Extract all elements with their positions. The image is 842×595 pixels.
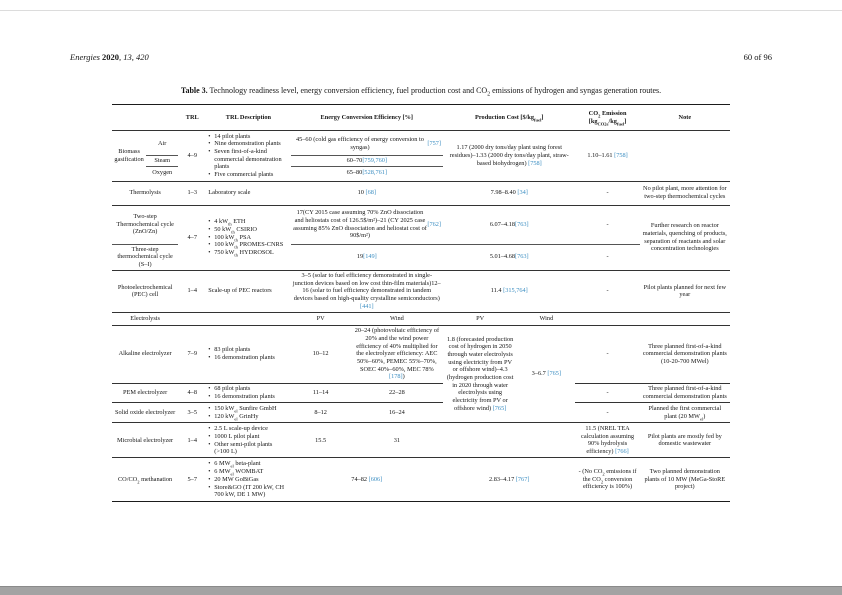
electrolysis-trl-spacer — [178, 312, 206, 325]
electrolyzers-cost-wind: 3–6.7 [765] — [517, 325, 575, 422]
microbial-trl: 1–4 — [178, 423, 206, 458]
two-step-cycle-name: Two-step Thermochemical cycle (ZnO/Zn) — [116, 213, 174, 236]
two-step-co2: - — [606, 220, 609, 228]
efficiency-wind-subheader: Wind — [351, 312, 443, 325]
alkaline-description: • 83 pilot plants • 16 demonstration plants — [206, 325, 290, 383]
solid-oxide-efficiency-pv: 8–12 — [291, 403, 351, 423]
table3 — [112, 104, 730, 502]
table3-wrapper — [112, 104, 730, 502]
methanation-description: • 6 $MW_{el}$ beta-plant • 6 $MW_{el}$ WOMBAT • 20 MW GoBiGas • Store&GO (IT 200 kW, CH 700 kW, DE 1 MW) — [206, 458, 290, 501]
microbial-description: • 2.5 L scale-up device • 1000 L pilot plant • Other semi-pilot plants (>100 L) — [206, 423, 290, 458]
two-step-efficiency: 17(CY 2015 case assuming 70% ZnO dissociation and heliostats cost of 126.5$/m²)–21 (CY 2025 case assuming 85% ZnO dissociation and heliostat cost of 90$/m²) [762] — [293, 209, 442, 240]
thermolysis-trl: 1–3 — [178, 181, 206, 205]
thermochemical-note: Further research on reactor materials, quenching of products, separation of reactants and solar concentration technologies — [640, 205, 730, 270]
microbial-production-cost — [443, 423, 575, 458]
three-step-cost: 5.01–4.68 [763] — [443, 244, 575, 270]
thermolysis-name: Thermolysis — [112, 181, 178, 205]
three-step-cycle-name: Three-step thermochemical cycle (S–I) — [112, 244, 178, 270]
methanation-trl: 5–7 — [178, 458, 206, 501]
thermochemical-name-cell — [112, 205, 178, 270]
methanation-note: Two planned demonstration plants of 10 MW (MeGa-StoRE project) — [640, 458, 730, 501]
alkaline-trl: 7–9 — [178, 325, 206, 383]
pec-note: Pilot plants planned for next few year — [640, 270, 730, 312]
row-thermolysis — [112, 181, 730, 205]
cost-wind-subheader: Wind — [517, 312, 575, 325]
journal-vol-page: , 13, 420 — [119, 52, 149, 62]
thermochemical-cost-cell — [443, 205, 575, 270]
methanation-co2: - (No $CO_2$ emissions if the $CO_2$ conversion efficiency is 100%) — [575, 458, 639, 501]
thermolysis-production-cost: 7.98–8.40 [34] — [443, 181, 575, 205]
header-co2-emission: $CO_2$ Emission $[kg_{CO2e}/kg_{fuel}]$ — [575, 105, 639, 131]
biomass-efficiency-oxygen: 65–80 [528,761] — [291, 166, 443, 179]
thermolysis-note: No pilot plant, more attention for two-step thermochemical cycles — [640, 181, 730, 205]
caption-label: Table 3. — [180, 86, 208, 95]
thermolysis-efficiency: 10 [68] — [291, 181, 443, 205]
biomass-sub-air: Air — [158, 139, 167, 147]
thermochemical-co2-cell — [575, 205, 639, 270]
header-note: Note — [640, 105, 730, 131]
thermochemical-trl: 4–7 — [178, 205, 206, 270]
journal-year: 2020 — [102, 52, 120, 62]
biomass-co2: 1.10–1.61 [758] — [587, 151, 628, 159]
page-number: 60 of 96 — [743, 52, 772, 62]
thermolysis-co2: - — [575, 181, 639, 205]
three-step-co2: - — [575, 244, 639, 270]
biomass-name: Biomass gasification — [114, 148, 144, 163]
row-solid-oxide-electrolyzer — [112, 403, 730, 423]
caption-text: Technology readiness level, energy conversion efficiency, fuel production cost and $CO_2$ emissions of hydrogen and syngas generation routes. — [209, 86, 662, 98]
thermochemical-description: • 4 $kW_{th}$ ETH • 50 $kW_{th}$ CSIRIO • 100 $kW_{th}$ PSA • 100 $kW_{th}$ PROMES-CNRS • 750 $kW_{th}$ HYDROSOL — [206, 205, 290, 270]
electrolysis-desc-spacer — [206, 312, 290, 325]
pem-name: PEM electrolyzer — [112, 383, 178, 403]
table-caption — [112, 86, 730, 96]
pem-co2: - — [575, 383, 639, 403]
solid-oxide-trl: 3–5 — [178, 403, 206, 423]
biomass-efficiency-cell — [291, 131, 443, 182]
pec-production-cost: 11.4 [315,764] — [443, 270, 575, 312]
header-route — [112, 105, 178, 131]
solid-oxide-name: Solid oxide electrolyzer — [112, 403, 178, 423]
journal-name: Energies — [70, 52, 100, 62]
row-biomass-gasification — [112, 131, 730, 182]
electrolysis-label: Electrolysis — [112, 312, 178, 325]
methanation-name: $CO/CO_2$ methanation — [112, 458, 178, 501]
running-head — [70, 52, 772, 62]
cost-pv-subheader: PV — [443, 312, 517, 325]
alkaline-efficiency-wind: 20–24 (photovoltaic efficiency of 20% and the wind power efficiency of 40% multiplied for the electrolyzer efficiency: AEC 50%–60%, PEMEC 55%–70%, SOEC 40%–60%, MEC 78% [178]) — [351, 325, 443, 383]
header-efficiency: Energy Conversion Efficiency [%] — [291, 105, 443, 131]
electrolyzers-cost-pv: 1.8 (forecasted production cost of hydrogen in 2050 through water electrolysis using electricity from PV or offshore wind)–4.3 (hydrogen production cost in 2020 through water electrolysis using electricity from PV or offshore wind) [765] — [443, 325, 517, 422]
microbial-note: Pilot plants are mostly fed by domestic wastewater — [640, 423, 730, 458]
pec-name: Photoelectrochemical (PEC) cell — [112, 270, 178, 312]
efficiency-pv-subheader: PV — [291, 312, 351, 325]
methanation-production-cost: 2.83–4.17 [767] — [443, 458, 575, 501]
row-methanation — [112, 458, 730, 501]
electrolysis-co2-spacer — [575, 312, 639, 325]
window-top-divider — [0, 10, 842, 11]
biomass-description: • 14 pilot plants • Nine demonstration plants • Seven first-of-a-kind commercial demonstration plants • Five commercial plants — [208, 132, 282, 179]
table-header-row — [112, 105, 730, 131]
methanation-efficiency: 74–82 [606] — [291, 458, 443, 501]
pec-efficiency: 3–5 (solar to fuel efficiency demonstrated in single-junction devices based on low cost thin-film materials)12–16 (solar to fuel efficiency demonstrated in tandem devices based on high-quality crystalline semiconductors) [441] — [291, 270, 443, 312]
microbial-name: Microbial electrolyzer — [112, 423, 178, 458]
window-bottom-bar — [0, 586, 842, 595]
biomass-efficiency-air: 45–60 (cold gas efficiency of energy conversion to syngas) [757] — [295, 136, 442, 151]
row-electrolysis-subheader — [112, 312, 730, 325]
electrolysis-note-spacer — [640, 312, 730, 325]
pec-description: Scale-up of PEC reactors — [206, 270, 290, 312]
alkaline-note: Three planned first-of-a-kind commercial demonstration plants (10-20-700 MWel) — [640, 325, 730, 383]
row-pec-cell — [112, 270, 730, 312]
two-step-cost: 6.07–4.18 [763] — [489, 220, 529, 228]
header-production-cost: Production Cost $[\$/kg_{fuel}]$ — [443, 105, 575, 131]
pem-description: • 68 pilot plants • 16 demonstration plants — [206, 383, 290, 403]
row-thermochemical-cycles — [112, 205, 730, 270]
microbial-efficiency-pv: 15.5 — [291, 423, 351, 458]
solid-oxide-co2: - — [575, 403, 639, 423]
alkaline-name: Alkaline electrolyzer — [112, 325, 178, 383]
biomass-production-cost: 1.17 (2000 dry tons/day plant using forest residues)–1.33 (2000 dry tons/day plant, straw-based biohydrogen) [758] — [449, 144, 569, 167]
biomass-efficiency-steam: 60–70 [759,760] — [291, 155, 443, 166]
solid-oxide-efficiency-wind: 16–24 — [351, 403, 443, 423]
journal-citation — [70, 52, 149, 62]
biomass-trl: 4–9 — [187, 151, 197, 159]
solid-oxide-note: Planned the first commercial plant (20 $MW_{el}$) — [640, 403, 730, 423]
row-alkaline-electrolyzer — [112, 325, 730, 383]
row-pem-electrolyzer — [112, 383, 730, 403]
microbial-efficiency-wind: 31 — [351, 423, 443, 458]
row-microbial-electrolyzer — [112, 423, 730, 458]
thermolysis-description: Laboratory scale — [206, 181, 290, 205]
header-trl-description: TRL Description — [206, 105, 290, 131]
pec-trl: 1–4 — [178, 270, 206, 312]
biomass-name-cell — [112, 131, 178, 182]
biomass-sub-steam: Steam — [146, 155, 178, 166]
pec-co2: - — [575, 270, 639, 312]
microbial-co2: 11.5 (NREL TEA calculation assuming 90% hydrolysis efficiency) [766] — [575, 423, 639, 458]
pem-note: Three planned first-of-a-kind commercial demonstration plants — [640, 383, 730, 403]
thermochemical-efficiency-cell — [291, 205, 443, 270]
three-step-efficiency: 19 [149] — [291, 244, 443, 270]
pem-efficiency-wind: 22–28 — [351, 383, 443, 403]
pem-efficiency-pv: 11–14 — [291, 383, 351, 403]
header-trl: TRL — [178, 105, 206, 131]
biomass-sub-oxygen: Oxygen — [146, 166, 178, 179]
biomass-note — [640, 131, 730, 182]
solid-oxide-description: • 150 $kW_{el}$ Sunfire GmbH • 120 $kW_{el}$ GrinHy — [206, 403, 290, 423]
alkaline-co2: - — [575, 325, 639, 383]
pem-trl: 4–8 — [178, 383, 206, 403]
alkaline-efficiency-pv: 10–12 — [291, 325, 351, 383]
